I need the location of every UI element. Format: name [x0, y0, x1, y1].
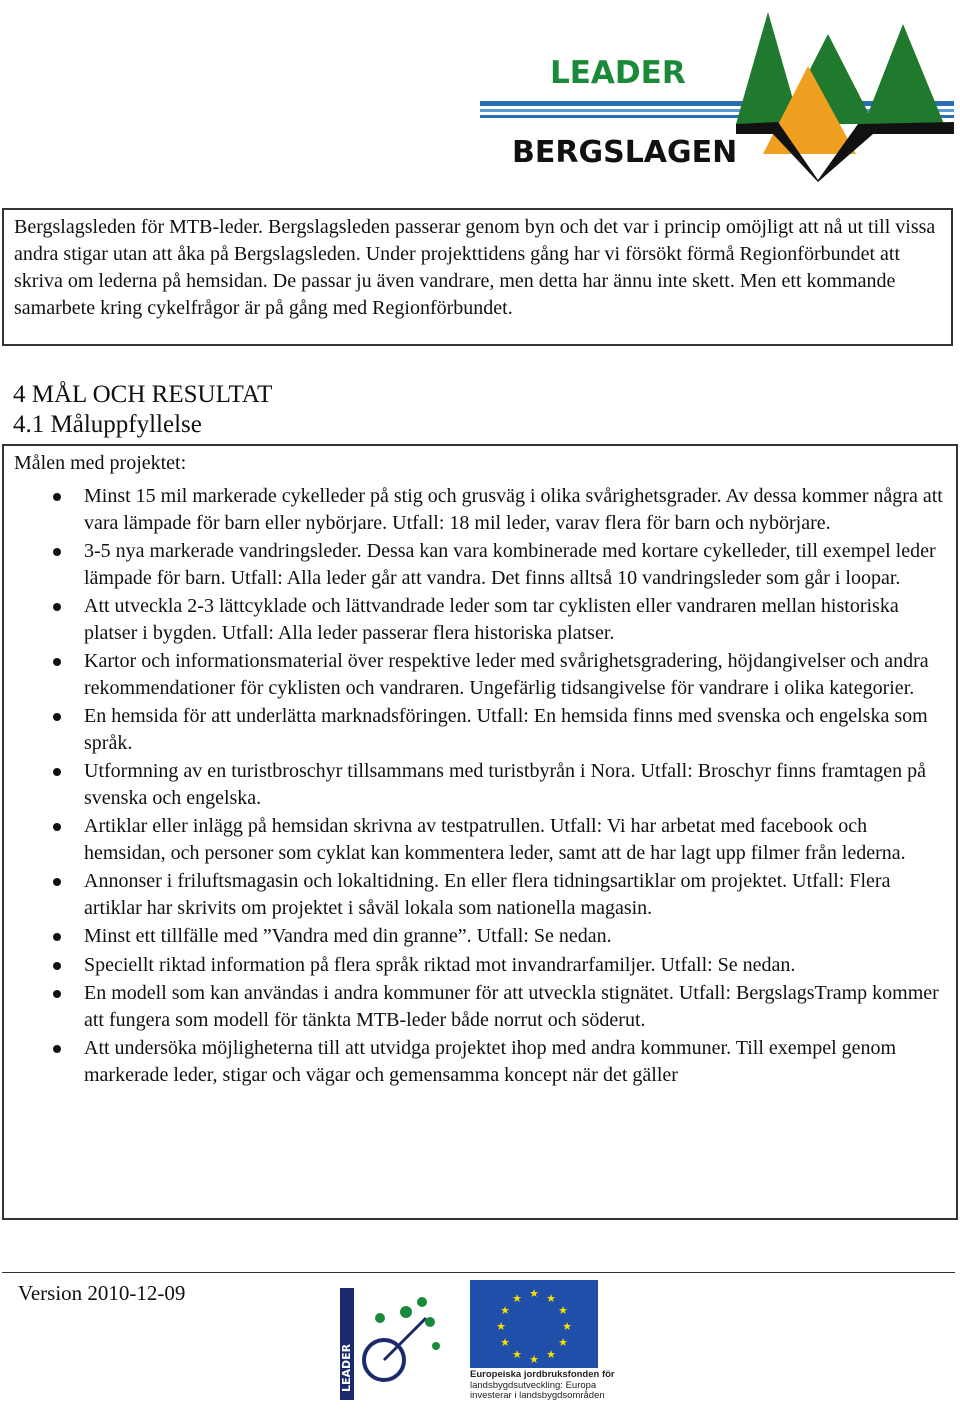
- svg-text:★: ★: [558, 1336, 568, 1349]
- svg-text:★: ★: [529, 1287, 539, 1300]
- goal-item: [4, 1035, 956, 1088]
- goal-text: Annonser i friluftsmagasin och lokaltidning. En eller flera tidningsartiklar om projektet. Utfall: Flera artiklar har skrivits om projektet i såväl lokala som nationella magasin.: [84, 870, 891, 919]
- eu-caption-line: investerar i landsbygdsområden: [470, 1390, 605, 1401]
- goal-text: 3-5 nya markerade vandringsleder. Dessa kan vara kombinerade med kortare cykelleder, till exempel leder lämpade för barn. Utfall: Alla leder går att vandra. Det finns alltså 10 vandringsleder som går i loopar.: [84, 540, 936, 589]
- goal-item: [4, 483, 956, 536]
- goal-text: Minst 15 mil markerade cykelleder på stig och grusväg i olika svårighetsgrader. Av dessa kommer några att vara lämpade för barn eller nybörjare. Utfall: 18 mil leder, varav flera för barn och nybörjare.: [84, 485, 943, 534]
- bullet-icon: [53, 823, 61, 831]
- goal-item: [4, 538, 956, 591]
- subsection-heading: 4.1 Måluppfyllelse: [13, 411, 202, 438]
- goal-item: [4, 648, 956, 701]
- goal-text: En hemsida för att underlätta marknadsföringen. Utfall: En hemsida finns med svenska och engelska som språk.: [84, 705, 928, 754]
- bullet-icon: [53, 878, 61, 886]
- goal-text: Kartor och informationsmaterial över respektive leder med svårighetsgradering, höjdangivelser och andra rekommendationer för cyklisten och vandraren. Ungefärlig tidsangivelse för vandrare i olika kategorier.: [84, 650, 929, 699]
- goals-list: [4, 483, 956, 1088]
- bullet-icon: [53, 548, 61, 556]
- goal-item: [4, 868, 956, 921]
- leader-emblem-text: LEADER: [340, 1343, 353, 1392]
- eu-caption-line: landsbygdsutveckling: Europa: [470, 1379, 597, 1391]
- goal-text: Minst ett tillfälle med ”Vandra med din granne”. Utfall: Se nedan.: [84, 925, 612, 947]
- svg-text:★: ★: [500, 1336, 510, 1349]
- svg-text:★: ★: [546, 1348, 556, 1361]
- footer-divider: [2, 1272, 955, 1273]
- goal-text: Speciellt riktad information på flera språk riktad mot invandrarfamiljer. Utfall: Se nedan.: [84, 953, 796, 976]
- logo-leader-text: LEADER: [550, 55, 686, 91]
- goal-text: Att utveckla 2-3 lättcyklade och lättvandrade leder som tar cyklisten eller vandraren mellan historiska platser i bygden. Utfall: Alla leder passerar flera historiska platser.: [84, 595, 899, 644]
- eu-fund-caption: [470, 1369, 615, 1402]
- svg-text:★: ★: [496, 1320, 506, 1333]
- eu-flag-icon: [470, 1280, 598, 1368]
- bullet-icon: [53, 603, 61, 611]
- goal-item: [4, 813, 956, 866]
- goals-box: [2, 444, 958, 1220]
- goal-item: [4, 758, 956, 811]
- goal-text: Artiklar eller inlägg på hemsidan skrivna av testpatrullen. Utfall: Vi har arbetat med facebook och hemsidan, och personer som cyklat kan kommentera leder, samt att de har lagt upp filmer från lederna.: [84, 815, 906, 864]
- bullet-icon: [53, 658, 61, 666]
- goal-item: [4, 980, 956, 1033]
- bullet-icon: [53, 768, 61, 776]
- leader-emblem-logo: [340, 1288, 452, 1400]
- svg-text:★: ★: [558, 1304, 568, 1317]
- bullet-icon: [53, 493, 61, 501]
- svg-text:★: ★: [512, 1292, 522, 1305]
- svg-text:★: ★: [529, 1353, 539, 1366]
- logo-bergslagen-text: BERGSLAGEN: [512, 135, 738, 170]
- bullet-icon: [53, 1045, 61, 1053]
- bullet-icon: [53, 933, 61, 941]
- continuation-text-box: [2, 208, 953, 346]
- goal-item: [4, 703, 956, 756]
- version-label: Version 2010-12-09: [18, 1281, 186, 1305]
- svg-text:★: ★: [500, 1304, 510, 1317]
- svg-text:★: ★: [546, 1292, 556, 1305]
- bullet-icon: [53, 990, 61, 998]
- goal-item: [4, 952, 956, 979]
- section-heading: 4 MÅL OCH RESULTAT: [13, 381, 273, 408]
- goal-item: [4, 923, 956, 950]
- goal-text: Utformning av en turistbroschyr tillsammans med turistbyrån i Nora. Utfall: Broschyr finns framtagen på svenska och engelska.: [84, 760, 927, 809]
- leader-bergslagen-logo: [478, 4, 956, 184]
- goal-text: Att undersöka möjligheterna till att utvidga projektet ihop med andra kommuner. Till exempel genom markerade leder, stigar och vägar och gemensamma koncept när det gäller: [84, 1037, 897, 1086]
- goals-intro: Målen med projektet:: [14, 452, 187, 474]
- bullet-icon: [53, 962, 61, 970]
- goal-text: En modell som kan användas i andra kommuner för att utveckla stignätet. Utfall: BergslagsTramp kommer att fungera som modell för tänkta MTB-leder både norrut och söderut.: [84, 982, 939, 1031]
- svg-text:★: ★: [562, 1320, 572, 1333]
- goal-item: [4, 593, 956, 646]
- bullet-icon: [53, 713, 61, 721]
- eu-caption-line: Europeiska jordbruksfonden för: [470, 1369, 615, 1380]
- section-headings: [13, 380, 272, 440]
- continuation-paragraph: Bergslagsleden för MTB-leder. Bergslagsleden passerar genom byn och det var i princip omöjligt att nå ut till vissa andra stigar utan att åka på Bergslagsleden. Under projekttidens gång har vi försökt förmå Regionförbundet att skriva om lederna på hemsidan. De passar ju även vandrare, men detta har ännu inte skett. Men ett kommande samarbete kring cykelfrågor är på gång med Regionförbundet.: [14, 216, 936, 319]
- svg-text:★: ★: [512, 1348, 522, 1361]
